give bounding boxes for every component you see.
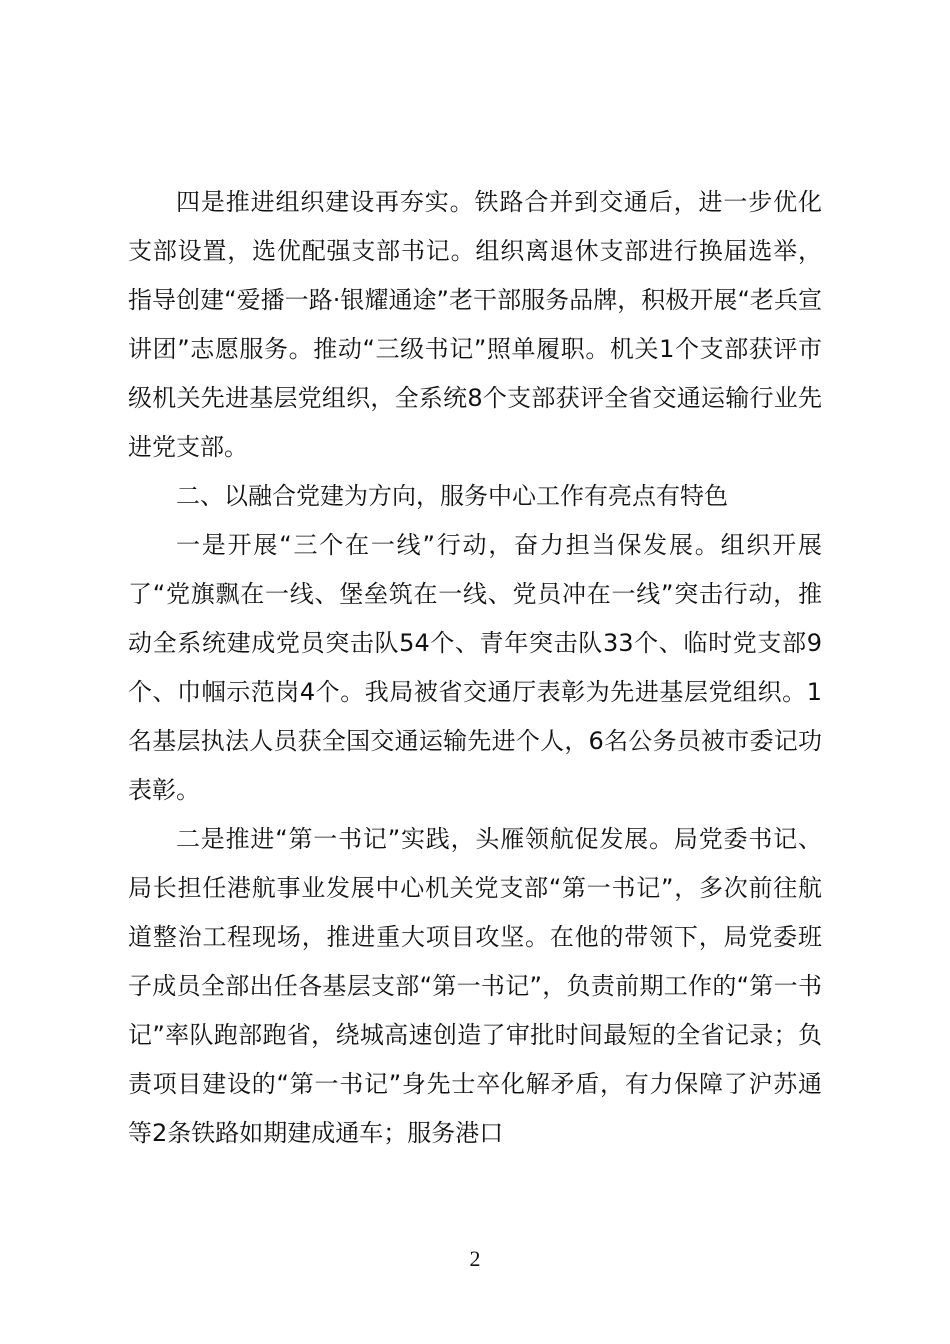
section-heading: 二、以融合党建为方向，服务中心工作有亮点有特色	[176, 482, 728, 510]
document-body	[128, 178, 822, 1158]
paragraph-organization-building: 四是推进组织建设再夯实。铁路合并到交通后，进一步优化支部设置，选优配强支部书记。组织离退休支部进行换届选举，指导创建“爱播一路·银耀通途”老干部服务品牌，积极开展“老兵宣讲团”志愿服务。推动“三级书记”照单履职。机关1个支部获评市级机关先进基层党组织，全系统8个支部获评全省交通运输行业先进党支部。	[128, 188, 822, 461]
paragraph-first-secretary: 二是推进“第一书记”实践，头雁领航促发展。局党委书记、局长担任港航事业发展中心机关党支部“第一书记”，多次前往航道整治工程现场，推进重大项目攻坚。在他的带领下，局党委班子成员全部出任各基层支部“第一书记”，负责前期工作的“第一书记”率队跑部跑省，绕城高速创造了审批时间最短的全省记录；负责项目建设的“第一书记”身先士卒化解矛盾，有力保障了沪苏通等2条铁路如期建成通车；服务港口	[128, 825, 822, 1147]
paragraph-three-frontlines: 一是开展“三个在一线”行动，奋力担当保发展。组织开展了“党旗飘在一线、堡垒筑在一线、党员冲在一线”突击行动，推动全系统建成党员突击队54个、青年突击队33个、临时党支部9个、巾帼示范岗4个。我局被省交通厅表彰为先进基层党组织。1名基层执法人员获全国交通运输先进个人，6名公务员被市委记功表彰。	[128, 531, 822, 804]
page-number: 2	[469, 1246, 481, 1271]
